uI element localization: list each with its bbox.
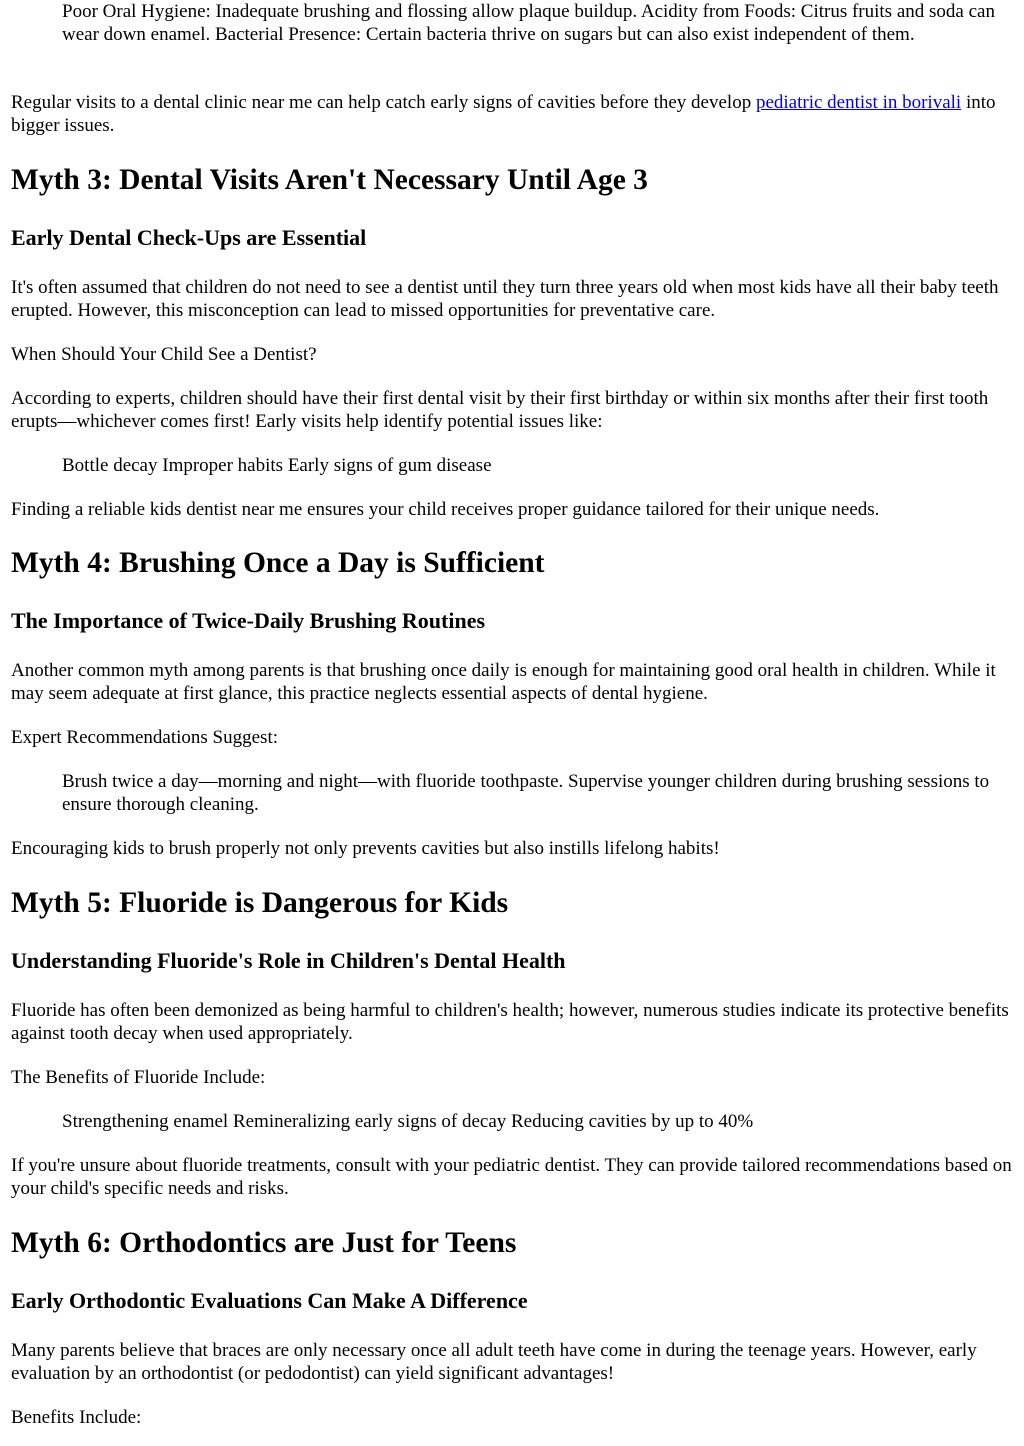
myth6-paragraph-2: Benefits Include: <box>11 1407 142 1428</box>
myth6-paragraph-1: Many parents believe that braces are only necessary once all adult teeth have come in during the teenage years. However, early evaluation by an orthodontist (or pedodontist) can yield significant advantages! <box>11 1340 977 1384</box>
myth3-subheading: Early Dental Check-Ups are Essential <box>11 225 367 250</box>
myth3-paragraph-3: According to experts, children should have their first dental visit by their first birthday or within six months after their first tooth erupts—whichever comes first! Early visits help identify potential issues like: <box>11 388 989 432</box>
myth5-subheading: Understanding Fluoride's Role in Children's Dental Health <box>11 948 566 973</box>
myth4-list: Brush twice a day—morning and night—with fluoride toothpaste. Supervise younger children during brushing sessions to ensure thorough cleaning. <box>62 771 990 815</box>
myth5-paragraph-1: Fluoride has often been demonized as being harmful to children's health; however, numerous studies indicate its protective benefits against tooth decay when used appropriately. <box>11 1000 1009 1044</box>
myth4-paragraph-1: Another common myth among parents is that brushing once daily is enough for maintaining good oral health in children. While it may seem adequate at first glance, this practice neglects essential aspects of dental hygiene. <box>11 660 996 704</box>
myth4-paragraph-3: Encouraging kids to brush properly not only prevents cavities but also instills lifelong habits! <box>11 838 720 859</box>
myth5-list: Strengthening enamel Remineralizing early signs of decay Reducing cavities by up to 40% <box>62 1111 754 1132</box>
myth6-heading: Myth 6: Orthodontics are Just for Teens <box>11 1227 517 1259</box>
myth3-paragraph-4: Finding a reliable kids dentist near me ensures your child receives proper guidance tailored for their unique needs. <box>11 499 880 520</box>
myth3-paragraph-1: It's often assumed that children do not need to see a dentist until they turn three years old when most kids have all their baby teeth erupted. However, this misconception can lead to missed opportunities for preventative care. <box>11 277 999 321</box>
clinic-text-after: into bigger issues. <box>11 92 996 136</box>
myth3-list: Bottle decay Improper habits Early signs of gum disease <box>62 455 492 476</box>
myth3-heading: Myth 3: Dental Visits Aren't Necessary Until Age 3 <box>11 164 648 196</box>
cause-list: Poor Oral Hygiene: Inadequate brushing and flossing allow plaque buildup. Acidity from Foods: Citrus fruits and soda can wear down enamel. Bacterial Presence: Certain bacteria thrive on sugars but can also exist independent of them. <box>62 1 995 45</box>
myth3-paragraph-2: When Should Your Child See a Dentist? <box>11 344 317 365</box>
clinic-paragraph <box>11 91 1015 137</box>
myth6-subheading: Early Orthodontic Evaluations Can Make A Difference <box>11 1288 528 1313</box>
myth4-paragraph-2: Expert Recommendations Suggest: <box>11 727 279 748</box>
pediatric-dentist-link[interactable]: pediatric dentist in borivali <box>755 92 962 113</box>
myth4-heading: Myth 4: Brushing Once a Day is Sufficient <box>11 547 545 579</box>
myth5-heading: Myth 5: Fluoride is Dangerous for Kids <box>11 887 509 919</box>
myth5-paragraph-2: The Benefits of Fluoride Include: <box>11 1067 266 1088</box>
myth5-paragraph-3: If you're unsure about fluoride treatments, consult with your pediatric dentist. They can provide tailored recommendations based on your child's specific needs and risks. <box>11 1155 1012 1199</box>
clinic-text-before: Regular visits to a dental clinic near me can help catch early signs of cavities before they develop <box>11 92 756 113</box>
myth4-subheading: The Importance of Twice-Daily Brushing Routines <box>11 608 486 633</box>
